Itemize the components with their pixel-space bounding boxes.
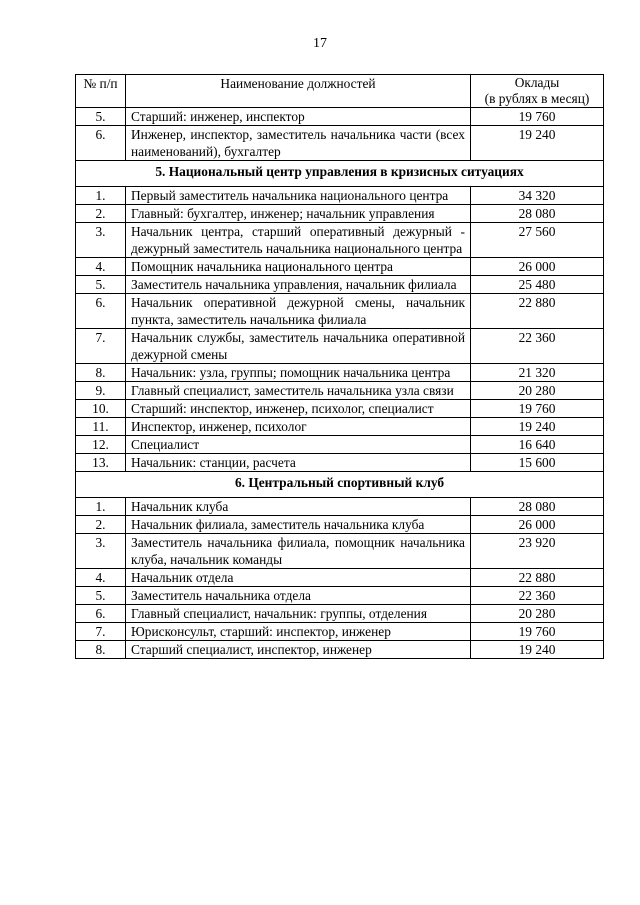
row-salary: 27 560 xyxy=(471,223,604,258)
table-row xyxy=(76,569,604,587)
row-salary: 23 920 xyxy=(471,534,604,569)
table-row xyxy=(76,126,604,161)
row-name: Начальник центра, старший оперативный дежурный - дежурный заместитель начальника национального центра xyxy=(126,223,471,258)
table-row xyxy=(76,605,604,623)
row-num: 1. xyxy=(76,187,126,205)
row-name: Заместитель начальника филиала, помощник начальника клуба, начальник команды xyxy=(126,534,471,569)
table-row xyxy=(76,587,604,605)
row-salary: 25 480 xyxy=(471,276,604,294)
row-name: Главный: бухгалтер, инженер; начальник управления xyxy=(126,205,471,223)
row-name: Начальник службы, заместитель начальника оперативной дежурной смены xyxy=(126,329,471,364)
row-name: Главный специалист, заместитель начальника узла связи xyxy=(126,382,471,400)
row-num: 8. xyxy=(76,364,126,382)
table-header-row xyxy=(76,75,604,108)
row-name: Старший специалист, инспектор, инженер xyxy=(126,641,471,659)
row-salary: 22 360 xyxy=(471,587,604,605)
header-num: № п/п xyxy=(76,75,126,108)
table-row xyxy=(76,294,604,329)
row-name: Специалист xyxy=(126,436,471,454)
table-row xyxy=(76,418,604,436)
row-salary: 34 320 xyxy=(471,187,604,205)
row-num: 4. xyxy=(76,258,126,276)
row-name: Начальник: узла, группы; помощник начальника центра xyxy=(126,364,471,382)
row-salary: 16 640 xyxy=(471,436,604,454)
row-num: 6. xyxy=(76,605,126,623)
row-num: 5. xyxy=(76,276,126,294)
row-num: 11. xyxy=(76,418,126,436)
row-num: 6. xyxy=(76,126,126,161)
row-name: Начальник: станции, расчета xyxy=(126,454,471,472)
table-row xyxy=(76,400,604,418)
table-row xyxy=(76,454,604,472)
row-num: 3. xyxy=(76,223,126,258)
table-row xyxy=(76,187,604,205)
row-name: Инженер, инспектор, заместитель начальника части (всех наименований), бухгалтер xyxy=(126,126,471,161)
row-salary: 19 760 xyxy=(471,400,604,418)
row-salary: 19 240 xyxy=(471,126,604,161)
row-salary: 22 880 xyxy=(471,294,604,329)
table-row xyxy=(76,382,604,400)
row-num: 4. xyxy=(76,569,126,587)
header-name: Наименование должностей xyxy=(126,75,471,108)
table-row xyxy=(76,329,604,364)
row-num: 13. xyxy=(76,454,126,472)
table-row xyxy=(76,534,604,569)
header-salary-line2: (в рублях в месяц) xyxy=(484,91,590,106)
row-name: Начальник филиала, заместитель начальника клуба xyxy=(126,516,471,534)
row-salary: 26 000 xyxy=(471,516,604,534)
row-name: Начальник клуба xyxy=(126,498,471,516)
row-salary: 21 320 xyxy=(471,364,604,382)
row-salary: 28 080 xyxy=(471,205,604,223)
row-salary: 22 360 xyxy=(471,329,604,364)
row-num: 6. xyxy=(76,294,126,329)
row-salary: 15 600 xyxy=(471,454,604,472)
row-num: 2. xyxy=(76,516,126,534)
table-row xyxy=(76,623,604,641)
row-name: Юрисконсульт, старший: инспектор, инженер xyxy=(126,623,471,641)
row-salary: 19 760 xyxy=(471,623,604,641)
table-row xyxy=(76,498,604,516)
row-name: Главный специалист, начальник: группы, отделения xyxy=(126,605,471,623)
table-row xyxy=(76,108,604,126)
row-name: Заместитель начальника управления, начальник филиала xyxy=(126,276,471,294)
section-heading-row xyxy=(76,472,604,498)
row-salary: 19 240 xyxy=(471,418,604,436)
table-row xyxy=(76,436,604,454)
row-salary: 19 240 xyxy=(471,641,604,659)
header-salary xyxy=(471,75,604,108)
table-row xyxy=(76,516,604,534)
table-row xyxy=(76,223,604,258)
table-row xyxy=(76,205,604,223)
table-row xyxy=(76,641,604,659)
page-number: 17 xyxy=(313,36,327,51)
row-salary: 22 880 xyxy=(471,569,604,587)
row-name: Начальник отдела xyxy=(126,569,471,587)
row-name: Заместитель начальника отдела xyxy=(126,587,471,605)
row-num: 5. xyxy=(76,587,126,605)
row-name: Старший: инженер, инспектор xyxy=(126,108,471,126)
row-salary: 20 280 xyxy=(471,382,604,400)
row-num: 7. xyxy=(76,623,126,641)
row-num: 8. xyxy=(76,641,126,659)
section-title: 5. Национальный центр управления в кризисных ситуациях xyxy=(76,161,604,187)
table-row xyxy=(76,276,604,294)
row-name: Старший: инспектор, инженер, психолог, специалист xyxy=(126,400,471,418)
row-salary: 19 760 xyxy=(471,108,604,126)
header-salary-line1: Оклады xyxy=(514,75,560,90)
salary-table xyxy=(75,74,604,659)
row-num: 12. xyxy=(76,436,126,454)
row-salary: 20 280 xyxy=(471,605,604,623)
row-num: 3. xyxy=(76,534,126,569)
row-num: 10. xyxy=(76,400,126,418)
row-num: 5. xyxy=(76,108,126,126)
row-name: Инспектор, инженер, психолог xyxy=(126,418,471,436)
row-name: Начальник оперативной дежурной смены, начальник пункта, заместитель начальника филиала xyxy=(126,294,471,329)
table-row xyxy=(76,364,604,382)
row-num: 1. xyxy=(76,498,126,516)
section-title: 6. Центральный спортивный клуб xyxy=(76,472,604,498)
row-num: 7. xyxy=(76,329,126,364)
row-num: 9. xyxy=(76,382,126,400)
row-name: Первый заместитель начальника национального центра xyxy=(126,187,471,205)
table-row xyxy=(76,258,604,276)
row-name: Помощник начальника национального центра xyxy=(126,258,471,276)
row-num: 2. xyxy=(76,205,126,223)
row-salary: 26 000 xyxy=(471,258,604,276)
section-heading-row xyxy=(76,161,604,187)
row-salary: 28 080 xyxy=(471,498,604,516)
